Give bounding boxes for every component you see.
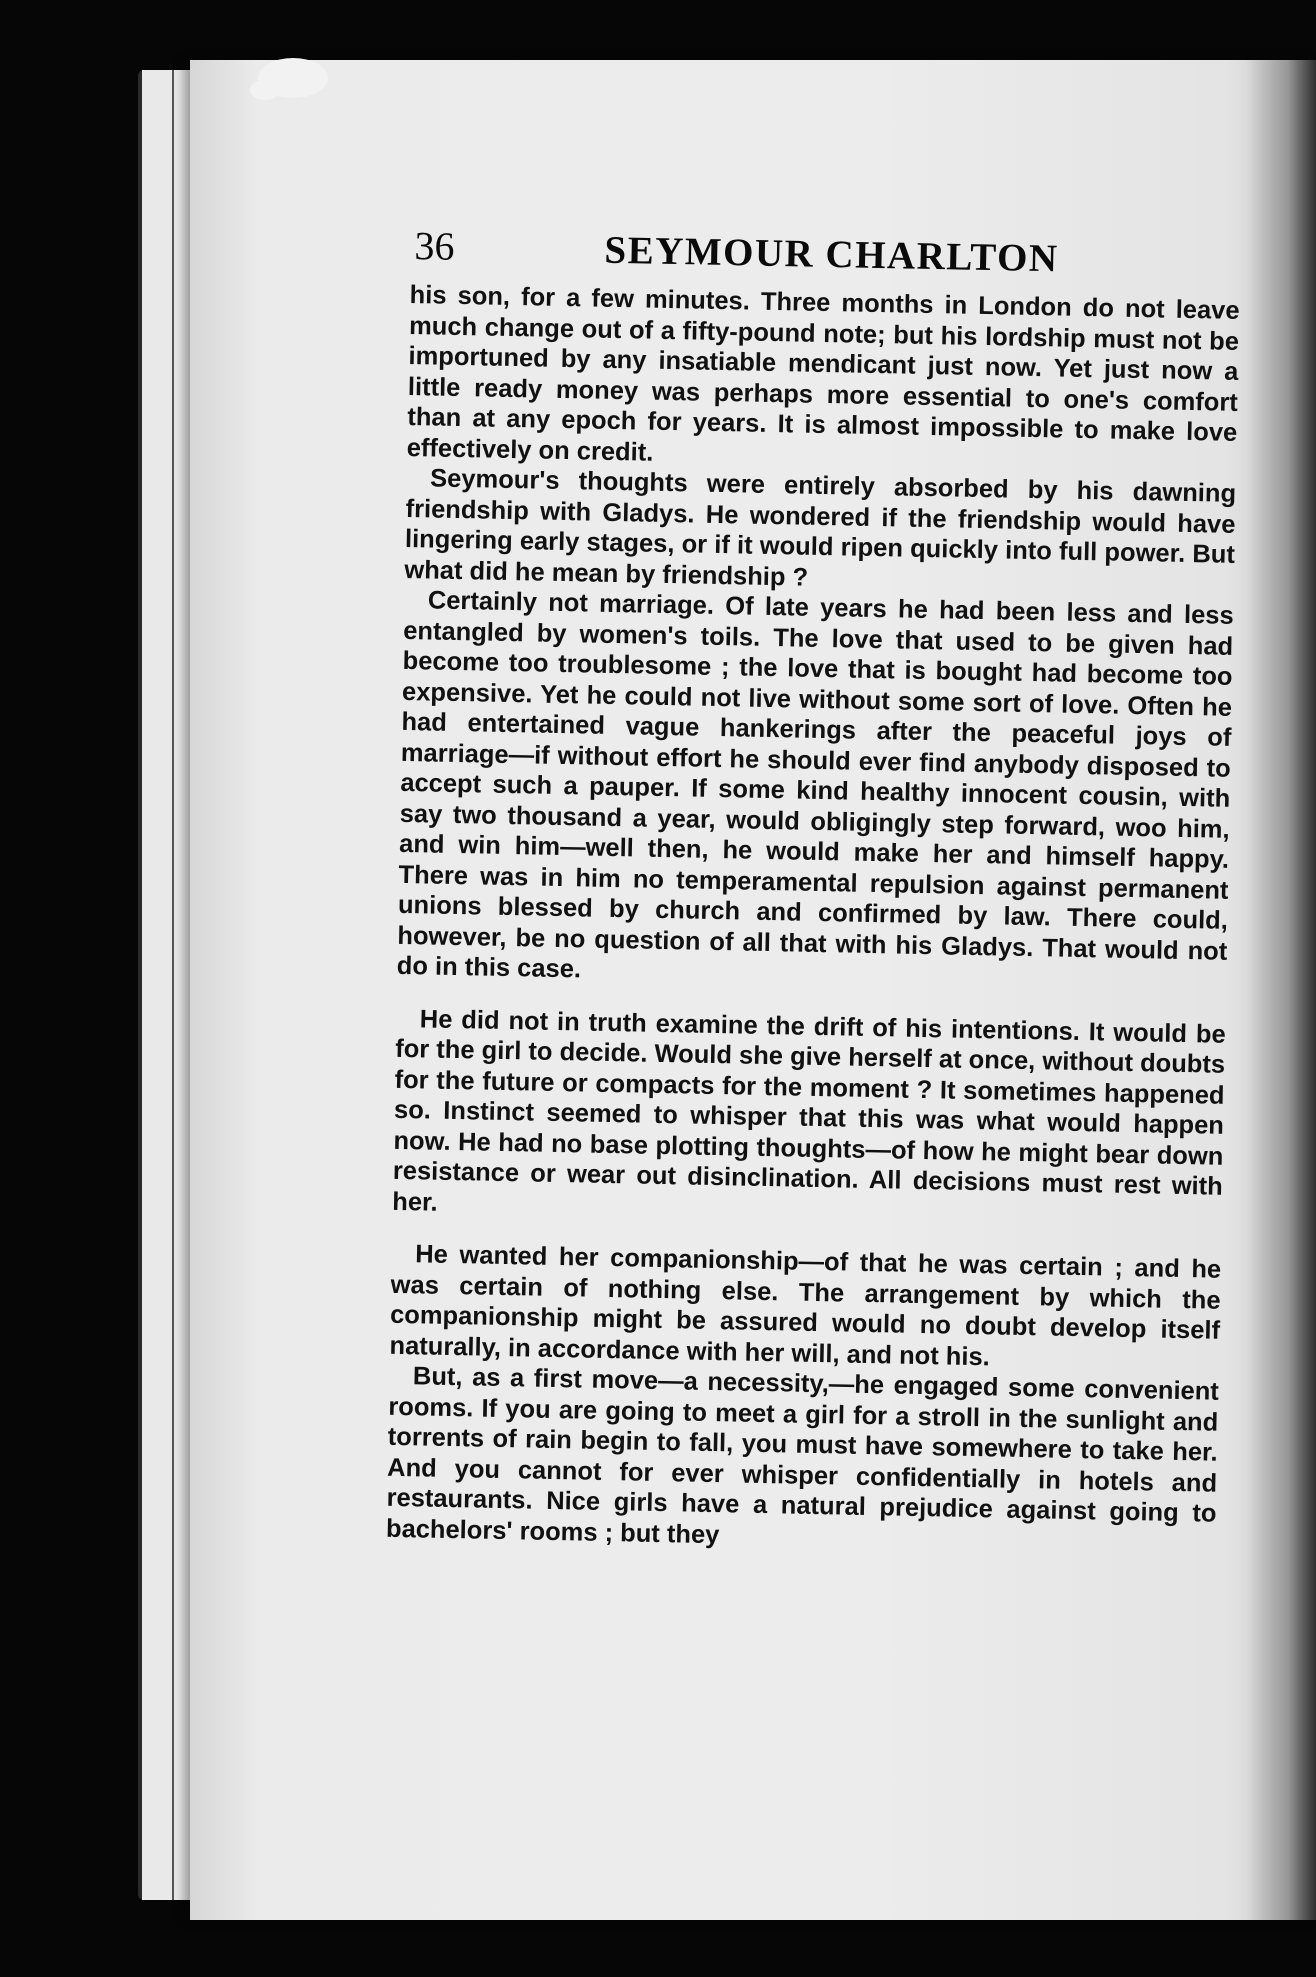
paragraph: But, as a first move—a necessity,—he engaged some convenient rooms. If you are going to meet a girl for a stroll in the sunlight and torrents of rain begin to fall, you must have somewhere to take her. And you cannot for ever whisper confidentially in hotels and restaurants. Nice girls have a natural prejudice against going to bachelors' rooms ; but they — [385, 1362, 1220, 1549]
body-text — [386, 280, 1240, 1560]
paragraph: his son, for a few minutes. Three months in London do not leave much change out of a fifty-pound note; but his lordship must not be importuned by any insatiable mendicant just now. Yet just now a little ready money was perhaps more essential to one's comfort than at any epoch for years. It is almost impossible to make love effectively on credit. — [406, 280, 1240, 467]
paper-speck — [250, 80, 280, 100]
paragraph: Certainly not marriage. Of late years he had been less and less entangled by women's toils. The love that used to be given had become too troublesome ; the love that is bought had become too expensive. Yet he could not live without some sort of love. Often he had entertained vague hankerings after the peaceful joys of marriage—if without effort he should ever find anybody disposed to accept such a pauper. If some kind healthy innocent cousin, with say two thousand a year, would obligingly step forward, woo him, and win him—well then, he would make her and himself happy. There was in him no temperamental repulsion against permanent unions blessed by church and confirmed by law. There could, however, be no question of all that with his Gladys. That would not do in this case. — [396, 586, 1234, 984]
running-head: SEYMOUR CHARLTON — [604, 228, 1059, 281]
page-number: 36 — [414, 222, 455, 269]
paragraph: He wanted her companionship—of that he was certain ; and he was certain of nothing else. The arrangement by which the companionship might be assured would no doubt develop itself naturally, in accordance with her will, and not his. — [389, 1240, 1222, 1371]
page-edge — [142, 70, 174, 1900]
paragraph: Seymour's thoughts were entirely absorbed by his dawning friendship with Gladys. He wondered if the friendship would have lingering early stages, or if it would ripen quickly into full power. But what did he mean by friendship ? — [404, 464, 1237, 592]
paragraph: He did not in truth examine the drift of his intentions. It would be for the girl to decide. Would she give herself at once, without doubts for the future or compacts for the moment ? It sometimes happened so. Instinct seemed to whisper that this was what would happen now. He had no base plotting thoughts—of how he might bear down resistance or wear out disinclination. All decisions must rest with her. — [392, 1004, 1226, 1217]
